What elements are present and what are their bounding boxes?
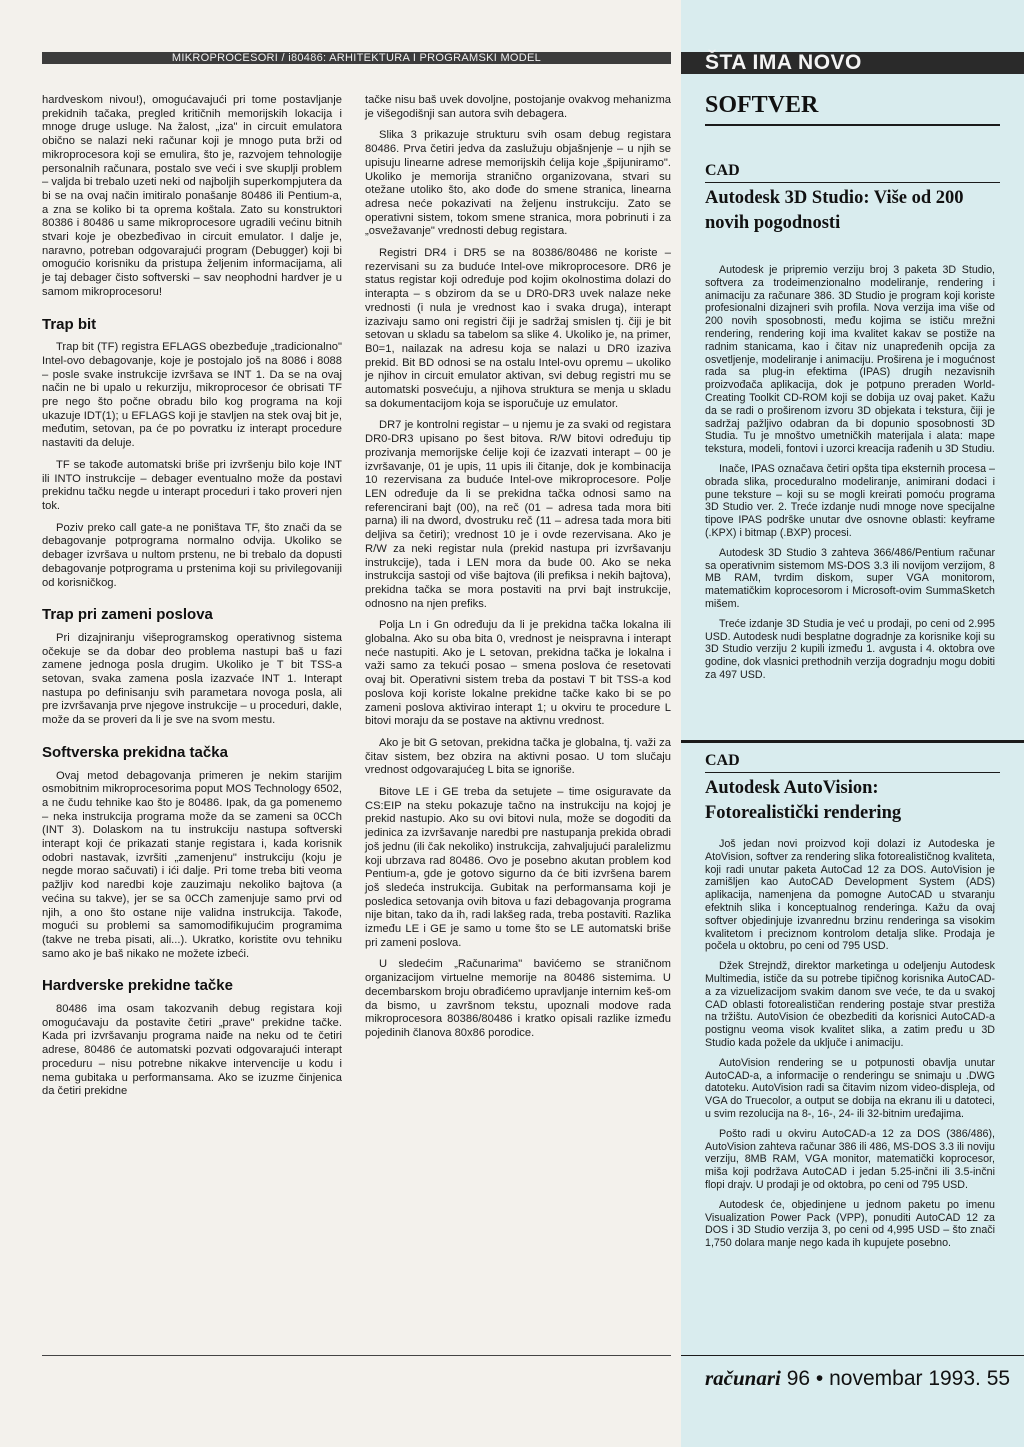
page-number: 55 — [986, 1367, 1011, 1390]
footer-rule — [681, 1355, 1024, 1356]
issue-date: novembar 1993. — [829, 1367, 981, 1390]
paragraph: hardveskom nivou!), omogućavajući pri tome postavljanje prekidnih tačaka, pregled kritičnih memorijskih lokacija i mnoge druge usluge. Na žalost, „iza" in circuit emulatora obično se nalazi neki računar koji je mnogo puta brži od mikroprocesora koji se emulira, što je, razvojem tehnologije personalnih računara, postalo sve veći i sve skuplji problem – valjda bi trebalo uzeti neki od najboljih superkompjutera da bi se na ovaj način imitiralo ponašanje 80486 ili Pentium-a, a zna se koliko bi ta oprema koštala. Zato su konstruktori 80386 i 80486 u same mikroprocesore ugradili većinu bitnih stvari koje je obezbeđivao in circuit emulator. I dalje je, naravno, potreban odgovarajući program (Debugger) koji bi omogućio korisniku da pristupa željenim informacijama, ali je taj debager čisto softverski – sav neophodni hardver je u samom mikroprocesoru! — [42, 94, 342, 298]
paragraph: Pošto radi u okviru AutoCAD-a 12 za DOS (386/486), AutoVision zahteva računar 386 ili 486, MS-DOS 3.3 ili noviju verziju, 8MB RAM, VGA monitor, matematički koprocesor, miša koji podržava AutoCAD i jedan 5.25-inčni ili 3.5-inčni flopi drajv. U prodaji je od oktobra, po ceni od 795 USD. — [705, 1127, 995, 1191]
heading-hardware-breakpoints: Hardverske prekidne tačke — [42, 977, 233, 995]
magazine-name: računari — [705, 1366, 781, 1390]
section-rule — [705, 124, 1000, 126]
paragraph: Registri DR4 i DR5 se na 80386/80486 ne koriste – rezervisani su za buduće Intel-ove mikroprocesore. DR6 je status registar koji određuje pod kojim okolnostima dolazi do interapta – s obzirom da se u DR0-DR3 uvek nalaze neke vrednosti (i nula je vrednost kao i svaka druga), interapt izazivaju samo oni registri čiji je sadržaj smislen tj. čiji je bit setovan u skladu sa tabelom sa slike 4. Ukoliko je, na primer, B0=1, nailazak na adresu koja se nalazi u DR0 izaziva prekid. Bit BD odnosi se na ostalu Intel-ovu opremu – ukoliko je njihov in circuit emulator aktivan, svi debug registri mu se automatski posvećuju, a njihova struktura se menja u skladu sa dokumentacijom koja se isporučuje uz emulator. — [365, 247, 671, 410]
article-title: Autodesk 3D Studio: Više od 200 novih pogodnosti — [705, 188, 964, 233]
paragraph: Još jedan novi proizvod koji dolazi iz Autodeska je AtoVision, softver za rendering slika fotorealističnog kvaliteta, koji radi unutar paketa AutoCad 12 za DOS. AutoVision je zamišljen kao AutoCAD Development System (ADS) aplikacija, namenjena da pomogne AutoCAD u stvaranju efektnih slika i konceptualnog renderinga. Kažu da ovaj softver objedinjuje izvanrednu brzinu renderinga sa visokim kvalitetom i preciznom kontrolom detalja slike. Prodaja je počela u oktobru, po ceni od 795 USD. — [705, 838, 995, 953]
bottom-divider — [42, 1355, 671, 1356]
paragraph: TF se takođe automatski briše pri izvršenju bilo koje INT ili INTO instrukcije – debager eventualno može da postavi prekidnu tačku negde u interapt proceduri i tako proveri njen tok. — [42, 458, 342, 512]
column-left — [42, 94, 342, 1107]
category-rule — [705, 182, 1000, 183]
heading-trap-task-switch: Trap pri zameni poslova — [42, 606, 213, 624]
article-title: Autodesk AutoVision: Fotorealistički rendering — [705, 778, 902, 823]
issue-number: 96 — [786, 1367, 811, 1390]
paragraph: DR7 je kontrolni registar – u njemu je za svaki od registara DR0-DR3 upisano po šest bitova. R/W bitovi određuju tip prozivanja memorijske ćelije koji će izazvati interapt – 00 je izvršavanje, 01 je upis, 11 upis ili čitanje, dok je kombinacija 10 rezervisana za buduće Intel-ove mikroprocesore. Polje LEN određuje da li se prekidna tačka odnosi samo na referencirani bajt (00), na reč (01 – adresa tada mora biti parna) ili na dword, dvostruku reč (11 – adresa tada mora biti deljiva sa četiri); vrednost 10 je i ovde rezervisana. Ako je R/W za neki registar nula (prekid nastupa pri izvršavanju instrukcije), tada i LEN mora da bude 00. Ako se neka instrukcija sastoji od više bajtova (ili prefiksa i nekih bajtova), prekidna tačka se mora postaviti na prvi bajt instrukcije, odnosno na njen prefiks. — [365, 419, 671, 610]
heading-trap-bit: Trap bit — [42, 315, 97, 333]
page-footer — [705, 1366, 1011, 1391]
article-body — [705, 264, 995, 689]
paragraph: Ako je bit G setovan, prekidna tačka je globalna, tj. važi za čitav sistem, bez obzira na aktivni posao. U tom slučaju vrednost odgovarajućeg L bita se ignoriše. — [365, 736, 671, 777]
paragraph: Džek Strejndž, direktor marketinga u odeljenju Autodesk Multimedia, ističe da su potrebe tipičnog korisnika AutoCAD-a za vizuelizacijom svakim danom sve veće, te da u svakoj CAD oblasti fotorealističan rendering postaje stvar prestiža na tržištu. AutoVision će obezbediti da korisnici AutoCAD-a postignu veoma visok kvalitet slika, a zatim pređu u 3D Studio kada požele da uključe i animaciju. — [705, 960, 995, 1049]
category-label: CAD — [705, 162, 740, 179]
category-label: CAD — [705, 752, 740, 769]
category-rule — [705, 772, 1000, 773]
sidebar-title: ŠTA IMA NOVO — [705, 51, 862, 74]
paragraph: Autodesk 3D Studio 3 zahteva 366/486/Pentium računar sa operativnim sistemom MS-DOS 3.3 ili novijom verzijom, 8 MB RAM, tvrdim diskom, super VGA monitorom, matematičkim koprocesorom i Microsoft-ovim SummaSketch mišem. — [705, 546, 995, 610]
paragraph: tačke nisu baš uvek dovoljne, postojanje ovakvog mehanizma je višegodišnji san autora svih debagera. — [365, 94, 671, 120]
paragraph: Autodesk će, objedinjene u jednom paketu po imenu Visualization Power Pack (VPP), ponuditi AutoCAD 12 za DOS i 3D Studio verzija 3, po ceni od 4,995 USD – što znači 1,750 dolara manje nego kada ih kupujete posebno. — [705, 1198, 995, 1250]
paragraph: Autodesk je pripremio verziju broj 3 paketa 3D Studio, softvera za trodeimenzionalno modeliranje, rendering i animaciju za računare 386. 3D Studio je program koji koriste profesionalni dizajneri svih profila. Nova verzija ima više od 200 novih sposobnosti, među kojima se ističu mrežni rendering, rendering koji ima kvalitet kakav se postiže na radnim stanicama, kao i čitav niz unapređenih opcija za osvetljenje, modeliranje i animaciju. Proširena je i mogućnost rada sa plug-in efektima (IPAS) drugih nezavisnih proizvođača aplikacija, dok je potpuno preraden World-Creating Toolkit CD-ROM koji se dobija uz ovaj paket. Kažu da se radi o proširenom izvoru 3D objekata i tekstura, čiji je sadržaj pažljivo odabran da bi dopunio sposobnosti 3D Studia. Tu je mnoštvo umetničkih materijala i alata: mape tekstura, modeli, fontovi i uzorci kreacija rađenih u 3D Studiu. — [705, 264, 995, 456]
paragraph: U sledećim „Računarima" bavićemo se straničnom organizacijom virtuelne memorije na 80486 sistemima. U decembarskom broju obrađićemo upravljanje internim keš-om da bismo, u završnom tekstu, upoznali modove rada mikroprocesora 80386/80486 i kratko opisali razlike između pojedinih članova 80x86 porodice. — [365, 958, 671, 1039]
paragraph: Poziv preko call gate-a ne poništava TF, što znači da se debagovanje potprograma normalno odvija. Ukoliko se debager izvršava u nultom prstenu, ne bi trebalo da dopusti debagovanje potprograma u prstenima koji su privilegovaniji od korisničkog. — [42, 521, 342, 589]
paragraph: AutoVision rendering se u potpunosti obavlja unutar AutoCAD-a, a informacije o renderingu se snimaju u .DWG datoteku. AutoVision radi sa čitavim nizom video-displeja, od VGA do Truecolor, a output se dobija na ekranu ili u datoteci, u svim rezolucija na 8-, 16-, 24- ili 32-bitnim uređajima. — [705, 1056, 995, 1120]
paragraph: Treće izdanje 3D Studia je već u prodaji, po ceni od 2.995 USD. Autodesk nudi besplatne dogradnje za korisnike koji su 3D Studio verziju 2 kupili između 1. avgusta i 4. oktobra ove godine, dok vlasnici prethodnih verzija dogradnju mogu dobiti za 497 USD. — [705, 617, 995, 681]
heading-software-breakpoint: Softverska prekidna tačka — [42, 743, 228, 761]
bullet-separator: • — [815, 1367, 824, 1390]
paragraph: Pri dizajniranju višeprogramskog operativnog sistema očekuje se da dobar deo problema nastupi baš u fazi zamene jednoga posla drugim. Ukoliko je T bit TSS-a setovan, svaka zamena posla izazvaće INT 1. Interapt nastupa po definisanju svih parametara novoga posla, ali pre izvršavanja prve njegove instrukcije – u proceduri, dakle, može da se proveri da li je sve na svom mestu. — [42, 631, 342, 727]
paragraph: Ovaj metod debagovanja primeren je nekim starijim osmobitnim mikroprocesorima poput MOS Technology 6502, a ne čudu tehnike kao što je 80486. Ipak, da ga pomenemo – neka instrukcija programa može da se zameni sa 0CCh (INT 3). Dolaskom na tu instrukciju nastupa softverski interapt koji će prikazati stanje registara i, kada korisnik odobri nastavak, izvršiti „zamenjenu" instrukciju (koju je negde morao sačuvati) i ići dalje. Pri tome treba biti veoma pažljiv kod naredbi koje zauzimaju nekoliko bajtova (a većina su takve), jer se sa 0CCh zamenjuje samo prvi od njih, a ono što ostane nije validna instrukcija. Takođe, mogući su problemi sa samomodifikujućim programima (takve ne treba pisati, ali...). Ukratko, koristite ovu tehniku samo ako je baš nikako ne možete izbeći. — [42, 769, 342, 960]
article-separator — [681, 740, 1024, 743]
paragraph: Trap bit (TF) registra EFLAGS obezbeđuje „tradicionalno" Intel-ovo debagovanje, koje je postojalo još na 8086 i 8088 – posle svake instrukcije izvršava se INT 1. Da se na ovaj način ne bi upalo u rekurziju, mikroprocesor će obrisati TF pre nego što počne obradu bilo kog programa na koji ukazuje IDT(1); u EFLAGS koji je stavljen na stek ovaj bit je, međutim, setovan, pa će po povratku iz interapt procedure nastaviti da deluje. — [42, 341, 342, 450]
column-middle — [365, 94, 671, 1049]
paragraph: Bitove LE i GE treba da setujete – time osiguravate da CS:EIP na steku pokazuje tačno na instrukciju na kojoj je prekid nastupio. Ako su ovi bitovi nula, može se dogoditi da jedinica za izvršavanje naredbi pre nastupanja prekida obradi još jednu (ili čak nekoliko) instrukcija, zahvaljujući paralelizmu koji ubrzava rad 80486. Ovo je posebno akutan problem kod Pentium-a, gde je gotovo sigurno da će biti izvršena barem još sledeća instrukcija. Gubitak na performansama koji je posledica setovanja ovih bitova u fazi debagovanja programa nije bitan, tako da ih, radi lakšeg rada, treba postaviti. Razlika između LE i GE je samo u tome što se LE automatski briše pri zameni poslova. — [365, 786, 671, 949]
running-header: MIKROPROCESORI / i80486: ARHITEKTURA I PROGRAMSKI MODEL — [42, 52, 671, 64]
paragraph: 80486 ima osam takozvanih debug registara koji omogućavaju da postavite četiri „prave" prekidne tačke. Kada pri izvršavanju programa naiđe na neku od te četiri adrese, 80486 će automatski pozvati odgovarajući interapt proceduru – nisu potrebne nikakve intervencije u kodu i nema gubitaka u performansama. Ako se izuzme činjenica da četiri prekidne — [42, 1003, 342, 1098]
paragraph: Polja Ln i Gn određuju da li je prekidna tačka lokalna ili globalna. Ako su oba bita 0, vrednost je neispravna i interapt neće nastupiti. Ako je L setovan, prekidna tačka je lokalna i važi samo za tekući posao – smena poslova će resetovati ovaj bit. Operativni sistem treba da postavi T bit TSS-a kod poslova koji koriste lokalne prekidne tačke kako bi se po zameni poslova aktivirao interapt 1; u okviru te procedure L bitovi moraju da se postave na aktivnu vrednost. — [365, 619, 671, 728]
section-label: SOFTVER — [705, 92, 819, 118]
paragraph: Inače, IPAS označava četiri opšta tipa eksternih procesa – obrada slika, proceduralno modeliranje, animirani dodaci i pune teksture – koji su se mogli kreirati pomoću programa 3D Studio ver. 2. Treće izdanje nudi mnoge nove specijalne tipove IPAS podrške unutar dve osnovne oblasti: keyframe (.KPX) i bitmap (.BXP) procesi. — [705, 462, 995, 539]
article-body — [705, 838, 995, 1257]
paragraph: Slika 3 prikazuje strukturu svih osam debug registara 80486. Prva četiri jedva da zaslužuju objašnjenje – u njih se upisuju linearne adrese memorijskih ćelija koje „špijuniramo". Ukoliko je memorija stranično organizovana, stvari su otežane utoliko što, ako dođe do smene stranica, linearna adresa neće pokazivati na željenu instrukciju. Zato se operativni sistem, tokom smene stranica, mora pobrinuti i za „osvežavanje" vrednosti debug registara. — [365, 129, 671, 238]
